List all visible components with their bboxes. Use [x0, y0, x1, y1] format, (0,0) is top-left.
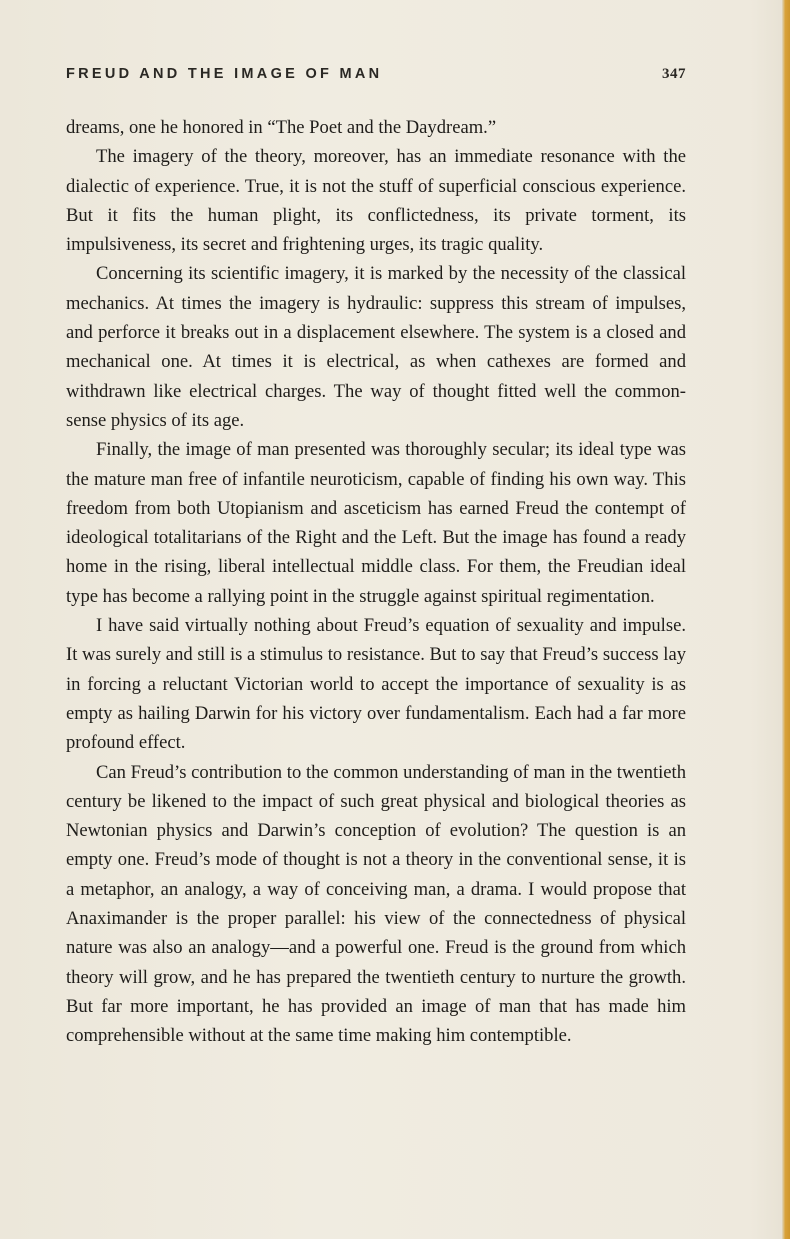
paragraph: I have said virtually nothing about Freud’s equation of sexuality and impulse. It was surely and still is a stimulus to resistance. But to say that Freud’s success lay in forcing a reluctant Victorian world to accept the importance of sexuality is as empty as hailing Darwin for his victory over fundamentalism. Each had a far more profound effect.	[66, 615, 686, 754]
paragraph: dreams, one he honored in “The Poet and the Daydream.”	[66, 117, 497, 138]
page-number: 347	[662, 66, 686, 82]
paragraph: Finally, the image of man presented was thoroughly secular; its ideal type was the mature man free of infantile neuroticism, capable of finding his own way. This freedom from both Utopianism and asceticism has earned Freud the contempt of ideological totalitarians of the Right and the Left. But the image has found a ready home in the rising, liberal intellectual middle class. For them, the Freudian ideal type has become a rallying point in the struggle against spiritual regimentation.	[66, 439, 686, 607]
body-text	[66, 113, 686, 1051]
paragraph: Can Freud’s contribution to the common understanding of man in the twentieth century be likened to the impact of such great physical and biological theories as Newtonian physics and Darwin’s conception of evolution? The question is an empty one. Freud’s mode of thought is not a theory in the conventional sense, it is a metaphor, an analogy, a way of conceiving man, a drama. I would propose that Anaximander is the proper parallel: his view of the connectedness of physical nature was also an analogy—and a powerful one. Freud is the ground from which theory will grow, and he has prepared the twentieth century to nurture the growth. But far more important, he has provided an image of man that has made him comprehensible without at the same time making him contemptible.	[66, 761, 686, 1047]
page-edge	[782, 0, 790, 1239]
paragraph: The imagery of the theory, moreover, has an immediate resonance with the dialectic of experience. True, it is not the stuff of superficial conscious experience. But it fits the human plight, its conflictedness, its private torment, its impulsiveness, its secret and frightening urges, its tragic quality.	[66, 146, 686, 256]
paragraph: Concerning its scientific imagery, it is marked by the necessity of the classical mechanics. At times the imagery is hydraulic: suppress this stream of impulses, and perforce it breaks out in a displacement elsewhere. The system is a closed and mechanical one. At times it is electrical, as when cathexes are formed and withdrawn like electrical charges. The way of thought fitted well the common-sense physics of its age.	[66, 263, 686, 431]
running-head	[66, 66, 686, 88]
chapter-title: FREUD AND THE IMAGE OF MAN	[66, 66, 383, 82]
